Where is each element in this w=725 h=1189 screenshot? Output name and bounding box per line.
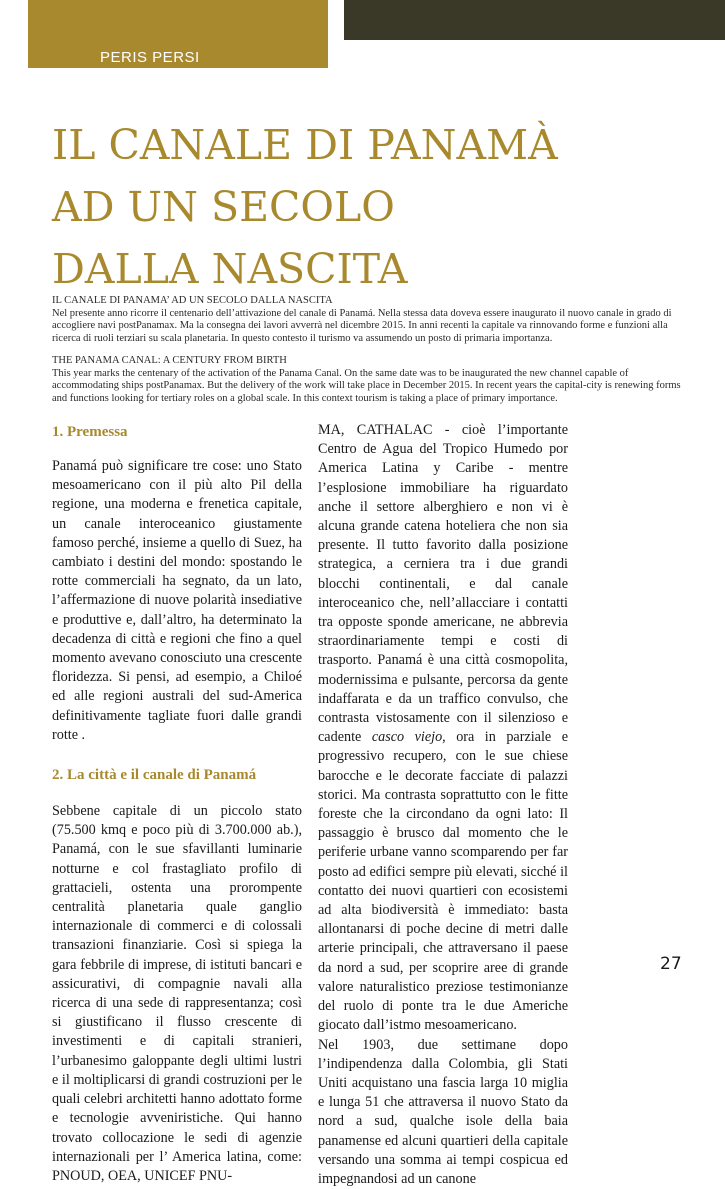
article-title bbox=[52, 114, 692, 300]
paragraph-right-2: Nel 1903, due settimane dopo l’indipendenza dalla Colombia, gli Stati Uniti acquistano una fascia larga 10 miglia e lunga 51 che attraversa il nuovo Stato da nord a sud, qualche isole della baia panamense ed alcuni quartieri della capitale versando una somma ai tempi cospicua ed impegnandosi ad un canone bbox=[318, 1036, 568, 1189]
abstract-english-heading: THE PANAMA CANAL: A CENTURY FROM BIRTH bbox=[52, 355, 692, 368]
paragraph-right-1 bbox=[318, 421, 568, 1036]
left-column bbox=[52, 422, 302, 1186]
right-column bbox=[318, 421, 568, 1189]
abstract-english-text: This year marks the centenary of the activation of the Panama Canal. On the same date was to be inaugurated the new channel capable of accommodating ships postPanamax. But the delivery of the work will take place in December 2015. In recent years the capital-city is renewing forms and functions looking for tertiary roles on a global scale. In this context tourism is taking a place of primary importance. bbox=[52, 368, 681, 404]
paragraph-citta: Sebbene capitale di un piccolo stato (75.500 kmq e poco più di 3.700.000 ab.), Panamá, con le sue sfavillanti luminarie notturne e col frastagliato profilo di grattacieli, ostenta una prorompente centralità planetaria quale ganglio internazionale di commerci e di colossali transazioni finanziarie. Così si spiega la gara febbrile di imprese, di istituti bancari e assicurativi, di compagnie navali alla ricerca di una sede di rappresentanza; così si giustificano il flusso crescente di investimenti e di capitali stranieri, l’urbanesimo galoppante degli ultimi lustri e il moltiplicarsi di grandi costruzioni per le quali celebri architetti hanno adottato forme e tecnologie avveniristiche. Qui hanno trovato collocazione le sedi di agenzie internazionali per l’ America latina, come: PNOUD, OEA, UNICEF PNU- bbox=[52, 802, 302, 1186]
abstract-italian-heading: IL CANALE DI PANAMA’ AD UN SECOLO DALLA NASCITA bbox=[52, 295, 692, 308]
title-line: DALLA NASCITA bbox=[52, 238, 692, 300]
section-heading-citta: 2. La città e il canale di Panamá bbox=[52, 765, 302, 785]
title-line: IL CANALE DI PANAMÀ bbox=[52, 114, 692, 176]
section-label: PERIS PERSI bbox=[100, 48, 300, 68]
abstract-english bbox=[52, 355, 692, 405]
paragraph-premessa: Panamá può significare tre cose: uno Stato mesoamericano con il più alto Pil della regione, una moderna e frenetica capitale, un canale interoceanico giustamente famoso perché, insieme a quello di Suez, ha cambiato i destini del mondo: spostando le rotte commerciali ha segnato, da un lato, l’affermazione di nuove polarità insediative e produttive e, dall’altro, ha determinato la decadenza di città e regioni che fino a quel momento avevano conosciuto una crescente floridezza. Si pensi, ad esempio, a Chiloé ed alle regioni australi del sud-America definitivamente tagliate fuori dalle grandi rotte . bbox=[52, 457, 302, 745]
section-heading-premessa: 1. Premessa bbox=[52, 422, 302, 442]
casco-viejo-italic: casco viejo bbox=[372, 729, 442, 745]
page-number: 27 bbox=[660, 954, 682, 974]
top-banner-gold-block bbox=[28, 0, 328, 40]
top-banner-gap bbox=[328, 0, 344, 40]
paragraph-right-1-part-a: MA, CATHALAC - cioè l’importante Centro de Agua del Tropico Humedo por America Latina y Caribe - mentre l’esplosione immobiliare ha riguardato anche il settore alberghiero e non vi è alcuna grande catena hoteliera che non sia presente. Il tutto favorito dalla posizione strategica, a cerniera tra i due grandi blocchi continentali, e dal canale interoceanico che, nell’allacciare i contatti tra opposte sponde americane, ne abbrevia straordinariamente tempi e costi di trasporto. Panamá è una città cosmopolita, modernissima e pulsante, percorsa da gente indaffarata e da un traffico convulso, che contrasta vistosamente con il silenzioso e cadente bbox=[318, 422, 568, 745]
title-line: AD UN SECOLO bbox=[52, 176, 692, 238]
paragraph-right-1-part-b: , ora in parziale e progressivo recupero, con le sue chiese barocche e le decorate facciate di palazzi storici. Ma contrasta soprattutto con le fitte foreste che la circondano da ogni lato: Il passaggio è brusco dal momento che le periferie urbane vanno scomparendo per far posto ad edifici sempre più elevati, sicché il contatto dei nuovi quartieri con ecosistemi ad alta biodiversità è immediato: basta allontanarsi di poche decine di metri dalle arterie principali, che attraversano il paese da nord a sud, per scoprire aree di grande valore naturalistico preziose testimonianze del ruolo di ponte tra le due Americhe giocato dall’istmo mesoamericano. bbox=[318, 729, 568, 1033]
top-banner bbox=[28, 0, 725, 40]
abstract-italian-text: Nel presente anno ricorre il centenario dell’attivazione del canale di Panamá. Nella stessa data doveva essere inaugurato il nuovo canale in grado di accogliere navi postPanamax. Ma la consegna dei lavori avverrà nel dicembre 2015. In anni recenti la capitale va rinnovando forme e funzioni alla ricerca di ruoli terziari su scala planetaria. In questo contesto il turismo va assumendo un posto di primaria importanza. bbox=[52, 308, 672, 344]
abstract-italian bbox=[52, 295, 692, 345]
